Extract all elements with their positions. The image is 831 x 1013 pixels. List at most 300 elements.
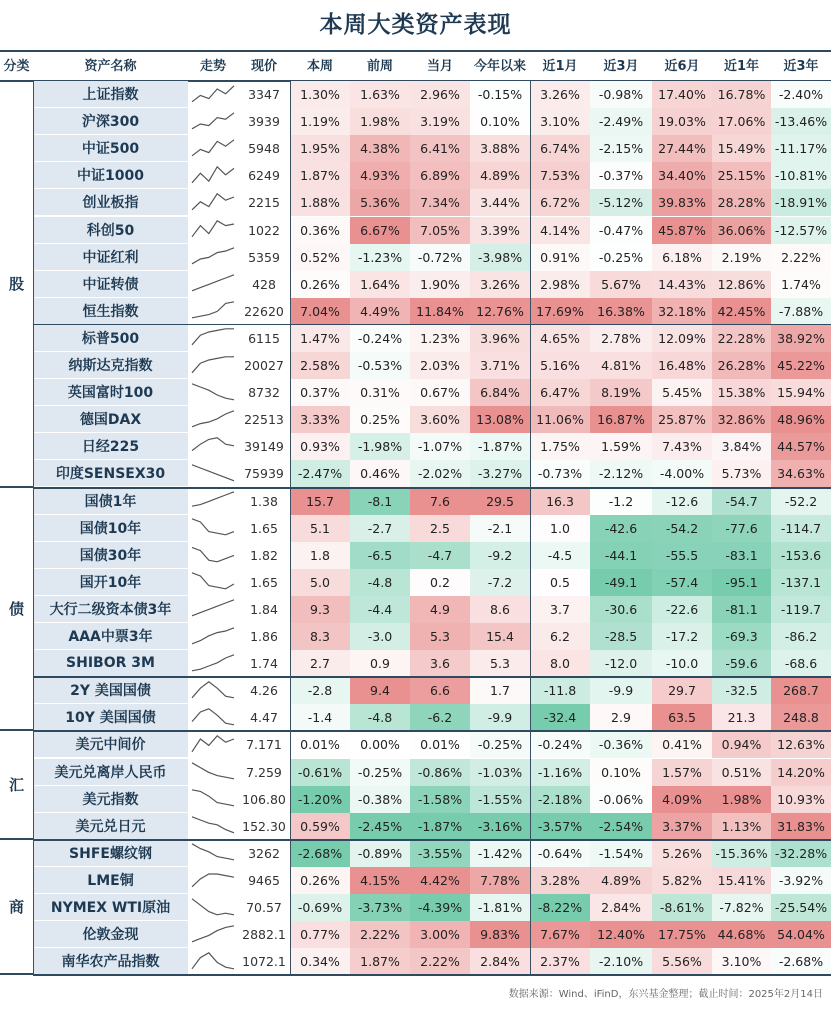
value-cell: 11.06% [530, 406, 590, 433]
asset-name: 中证500 [33, 135, 188, 162]
value-cell: -12.57% [771, 217, 831, 244]
value-cell: -44.1 [590, 542, 652, 569]
trend-sparkline [188, 217, 238, 244]
value-cell: -8.22% [530, 894, 590, 921]
value-cell: -1.4 [290, 704, 350, 731]
value-cell: -86.2 [771, 623, 831, 650]
value-cell: 6.41% [410, 135, 470, 162]
trend-sparkline [188, 677, 238, 704]
value-cell: 2.78% [590, 325, 652, 352]
value-cell: -95.1 [712, 569, 771, 596]
trend-line [188, 543, 238, 567]
value-cell: 26.28% [712, 352, 771, 379]
value-cell: 42.45% [712, 298, 771, 325]
value-cell: 0.37% [290, 379, 350, 406]
value-cell: -55.5 [652, 542, 712, 569]
value-cell: 34.63% [771, 460, 831, 487]
value-cell: -114.7 [771, 515, 831, 542]
value-cell: 2.7 [290, 650, 350, 677]
trend-line [188, 679, 238, 703]
value-cell: 3.84% [712, 433, 771, 460]
value-cell: 7.6 [410, 488, 470, 515]
value-cell: 5.3 [470, 650, 530, 677]
value-cell: 1.8 [290, 542, 350, 569]
value-cell: 0.91% [530, 244, 590, 271]
value-cell: 4.09% [652, 786, 712, 813]
current-price: 2215 [248, 195, 280, 211]
current-price: 1022 [248, 222, 280, 238]
value-cell: 8.3 [290, 623, 350, 650]
value-cell: -59.6 [712, 650, 771, 677]
value-cell: 2.19% [712, 244, 771, 271]
trend-sparkline [188, 894, 238, 921]
value-cell: -4.00% [652, 460, 712, 487]
value-cell: -52.2 [771, 488, 831, 515]
column-header-12: 近3年 [783, 59, 819, 74]
value-cell: -83.1 [712, 542, 771, 569]
value-cell: 17.69% [530, 298, 590, 325]
group-separator [33, 974, 831, 976]
current-price: 5948 [248, 141, 280, 157]
value-cell: -12.0 [590, 650, 652, 677]
value-cell: 3.37% [652, 813, 712, 840]
asset-name: 大行二级资本债3年 [33, 596, 188, 623]
value-cell: 2.96% [410, 81, 470, 108]
value-cell: 1.87% [350, 948, 410, 975]
value-cell: -4.8 [350, 704, 410, 731]
current-price: 6115 [248, 330, 280, 346]
asset-name: 美元兑日元 [33, 813, 188, 840]
trend-line [188, 272, 238, 296]
current-price: 22513 [244, 412, 284, 428]
trend-line [188, 814, 238, 838]
asset-name: 创业板指 [33, 189, 188, 216]
value-cell: 7.43% [652, 433, 712, 460]
value-cell: -153.6 [771, 542, 831, 569]
value-cell: 45.87% [652, 217, 712, 244]
value-cell: 27.44% [652, 135, 712, 162]
value-cell: 2.84% [470, 948, 530, 975]
value-cell: -1.23% [350, 244, 410, 271]
value-cell: 3.6 [410, 650, 470, 677]
value-cell: 0.5 [530, 569, 590, 596]
group-separator [33, 487, 831, 489]
value-cell: -9.9 [590, 677, 652, 704]
value-cell: 3.96% [470, 325, 530, 352]
value-cell: 17.40% [652, 81, 712, 108]
value-cell: -1.03% [470, 759, 530, 786]
value-cell: -2.68% [290, 840, 350, 867]
trend-line [188, 164, 238, 188]
trend-sparkline [188, 759, 238, 786]
value-cell: 15.4 [470, 623, 530, 650]
trend-sparkline [188, 325, 238, 352]
column-header-3: 现价 [250, 59, 277, 74]
value-cell: 5.82% [652, 867, 712, 894]
value-cell: 0.01% [290, 731, 350, 758]
trend-sparkline [188, 460, 238, 487]
value-cell: 1.95% [290, 135, 350, 162]
trend-line [188, 462, 238, 486]
value-cell: 12.76% [470, 298, 530, 325]
trend-sparkline [188, 569, 238, 596]
value-cell: 2.03% [410, 352, 470, 379]
column-header-4: 本周 [306, 59, 333, 74]
value-cell: 12.63% [771, 731, 831, 758]
trend-line [188, 625, 238, 649]
trend-line [188, 191, 238, 215]
column-header-7: 今年以来 [473, 59, 526, 74]
value-cell: 17.75% [652, 921, 712, 948]
trend-sparkline [188, 867, 238, 894]
value-cell: -3.73% [350, 894, 410, 921]
trend-line [188, 706, 238, 730]
column-header-5: 前周 [366, 59, 393, 74]
value-cell: 15.41% [712, 867, 771, 894]
current-price: 3262 [248, 845, 280, 861]
value-cell: 1.19% [290, 108, 350, 135]
value-cell: -54.7 [712, 488, 771, 515]
value-cell: 1.0 [530, 515, 590, 542]
value-cell: -0.24% [350, 325, 410, 352]
value-cell: 3.71% [470, 352, 530, 379]
value-cell: 0.34% [290, 948, 350, 975]
value-cell: -2.8 [290, 677, 350, 704]
value-cell: 0.9 [350, 650, 410, 677]
asset-name: LME铜 [33, 867, 188, 894]
category-label: 汇 [0, 731, 33, 839]
current-price: 1.82 [250, 547, 278, 563]
asset-name: NYMEX WTI原油 [33, 894, 188, 921]
value-cell: 13.08% [470, 406, 530, 433]
value-cell: 2.22% [771, 244, 831, 271]
value-cell: 1.90% [410, 271, 470, 298]
value-cell: 9.4 [350, 677, 410, 704]
trend-sparkline [188, 406, 238, 433]
value-cell: 3.00% [410, 921, 470, 948]
value-cell: 5.16% [530, 352, 590, 379]
trend-line [188, 896, 238, 920]
value-cell: 3.60% [410, 406, 470, 433]
column-header-8: 近1月 [542, 59, 578, 74]
value-cell: 3.10% [712, 948, 771, 975]
value-cell: 15.94% [771, 379, 831, 406]
value-cell: 6.6 [410, 677, 470, 704]
value-cell: 1.30% [290, 81, 350, 108]
value-cell: 5.67% [590, 271, 652, 298]
page-title: 本周大类资产表现 [319, 12, 512, 38]
value-cell: -10.0 [652, 650, 712, 677]
value-cell: -6.5 [350, 542, 410, 569]
value-cell: -1.81% [470, 894, 530, 921]
value-cell: 4.89% [470, 162, 530, 189]
value-cell: 12.40% [590, 921, 652, 948]
value-cell: 6.84% [470, 379, 530, 406]
value-cell: 5.3 [410, 623, 470, 650]
value-cell: 2.84% [590, 894, 652, 921]
value-cell: -17.2 [652, 623, 712, 650]
value-cell: -4.8 [350, 569, 410, 596]
asset-name: 美元兑离岸人民币 [33, 759, 188, 786]
value-cell: 4.42% [410, 867, 470, 894]
value-cell: -3.0 [350, 623, 410, 650]
current-price: 6249 [248, 168, 280, 184]
current-price: 39149 [244, 439, 284, 455]
current-price: 428 [252, 276, 276, 292]
footer-source: 数据来源：Wind、iFinD，东兴基金整理；截止时间：2025年2月14日 [508, 989, 823, 1000]
value-cell: -0.64% [530, 840, 590, 867]
trend-sparkline [188, 650, 238, 677]
asset-name: 德国DAX [33, 406, 188, 433]
value-cell: -0.25% [350, 759, 410, 786]
column-header-9: 近3月 [603, 59, 639, 74]
value-cell: -0.98% [590, 81, 652, 108]
value-cell: 8.19% [590, 379, 652, 406]
trend-line [188, 381, 238, 405]
value-cell: -1.2 [590, 488, 652, 515]
value-cell: 5.26% [652, 840, 712, 867]
value-cell: 28.28% [712, 189, 771, 216]
trend-line [188, 868, 238, 892]
value-cell: 16.87% [590, 406, 652, 433]
value-cell: 2.22% [350, 921, 410, 948]
trend-sparkline [188, 189, 238, 216]
value-cell: -1.07% [410, 433, 470, 460]
asset-name: 中证转债 [33, 271, 188, 298]
trend-sparkline [188, 596, 238, 623]
trend-sparkline [188, 704, 238, 731]
asset-name: 日经225 [33, 433, 188, 460]
value-cell: 0.10% [470, 108, 530, 135]
current-price: 75939 [244, 466, 284, 482]
value-cell: 15.49% [712, 135, 771, 162]
trend-sparkline [188, 271, 238, 298]
trend-sparkline [188, 433, 238, 460]
value-cell: 7.67% [530, 921, 590, 948]
trend-sparkline [188, 108, 238, 135]
value-cell: 248.8 [771, 704, 831, 731]
value-cell: 4.15% [350, 867, 410, 894]
value-cell: 0.77% [290, 921, 350, 948]
value-cell: 15.38% [712, 379, 771, 406]
value-cell: 8.6 [470, 596, 530, 623]
value-cell: 7.34% [410, 189, 470, 216]
trend-line [188, 652, 238, 676]
value-cell: 1.88% [290, 189, 350, 216]
value-cell: 12.09% [652, 325, 712, 352]
value-cell: -69.3 [712, 623, 771, 650]
value-cell: 29.5 [470, 488, 530, 515]
value-cell: -0.25% [470, 731, 530, 758]
trend-sparkline [188, 162, 238, 189]
value-cell: 29.7 [652, 677, 712, 704]
current-price: 1.65 [250, 520, 278, 536]
value-cell: 9.3 [290, 596, 350, 623]
value-cell: -0.15% [470, 81, 530, 108]
value-cell: 14.20% [771, 759, 831, 786]
value-cell: 1.13% [712, 813, 771, 840]
trend-sparkline [188, 731, 238, 758]
value-cell: -18.91% [771, 189, 831, 216]
value-cell: -32.5 [712, 677, 771, 704]
value-cell: 2.37% [530, 948, 590, 975]
value-cell: -0.25% [590, 244, 652, 271]
value-cell: -2.40% [771, 81, 831, 108]
value-cell: -2.15% [590, 135, 652, 162]
value-cell: 1.47% [290, 325, 350, 352]
trend-line [188, 597, 238, 621]
value-cell: 5.45% [652, 379, 712, 406]
value-cell: -3.16% [470, 813, 530, 840]
value-cell: -1.87% [470, 433, 530, 460]
value-cell: 7.78% [470, 867, 530, 894]
value-cell: 5.36% [350, 189, 410, 216]
value-cell: -1.58% [410, 786, 470, 813]
value-cell: 0.00% [350, 731, 410, 758]
value-cell: 3.7 [530, 596, 590, 623]
value-cell: -4.7 [410, 542, 470, 569]
asset-name: 国开10年 [33, 569, 188, 596]
value-cell: -22.6 [652, 596, 712, 623]
value-cell: -81.1 [712, 596, 771, 623]
column-header-1: 资产名称 [84, 59, 137, 74]
value-cell: 7.04% [290, 298, 350, 325]
value-cell: 0.51% [712, 759, 771, 786]
trend-sparkline [188, 135, 238, 162]
value-cell: 1.7 [470, 677, 530, 704]
asset-name: 上证指数 [33, 81, 188, 108]
value-cell: -6.2 [410, 704, 470, 731]
asset-name: 中证红利 [33, 244, 188, 271]
value-cell: 1.59% [590, 433, 652, 460]
value-cell: 4.93% [350, 162, 410, 189]
value-cell: 0.26% [290, 271, 350, 298]
value-cell: -1.54% [590, 840, 652, 867]
trend-line [188, 950, 238, 974]
group-separator [33, 730, 831, 732]
value-cell: 1.87% [290, 162, 350, 189]
asset-name: 南华农产品指数 [33, 948, 188, 975]
value-cell: 3.88% [470, 135, 530, 162]
value-cell: 16.3 [530, 488, 590, 515]
value-cell: -2.68% [771, 948, 831, 975]
value-cell: 25.15% [712, 162, 771, 189]
current-price: 2882.1 [242, 927, 286, 943]
current-price: 7.259 [246, 764, 282, 780]
value-cell: 0.26% [290, 867, 350, 894]
value-cell: -4.39% [410, 894, 470, 921]
value-cell: 1.23% [410, 325, 470, 352]
value-cell: 0.25% [350, 406, 410, 433]
value-cell: -0.06% [590, 786, 652, 813]
value-cell: 6.18% [652, 244, 712, 271]
value-cell: 36.06% [712, 217, 771, 244]
value-cell: -0.69% [290, 894, 350, 921]
value-cell: -1.16% [530, 759, 590, 786]
value-cell: 31.83% [771, 813, 831, 840]
value-cell: 1.98% [350, 108, 410, 135]
value-cell: 0.94% [712, 731, 771, 758]
trend-line [188, 516, 238, 540]
value-cell: -1.98% [350, 433, 410, 460]
value-cell: -7.88% [771, 298, 831, 325]
value-cell: -5.12% [590, 189, 652, 216]
value-cell: 15.7 [290, 488, 350, 515]
column-header-6: 当月 [426, 59, 453, 74]
asset-name: 国债1年 [33, 488, 188, 515]
value-cell: -30.6 [590, 596, 652, 623]
trend-sparkline [188, 786, 238, 813]
value-cell: 1.64% [350, 271, 410, 298]
value-cell: -0.89% [350, 840, 410, 867]
value-cell: -119.7 [771, 596, 831, 623]
value-cell: -49.1 [590, 569, 652, 596]
value-cell: -0.37% [590, 162, 652, 189]
value-cell: -1.55% [470, 786, 530, 813]
value-cell: 0.36% [290, 217, 350, 244]
trend-line [188, 245, 238, 269]
value-cell: 6.74% [530, 135, 590, 162]
current-price: 152.30 [242, 818, 286, 834]
current-price: 5359 [248, 249, 280, 265]
value-cell: 8.0 [530, 650, 590, 677]
value-cell: 0.10% [590, 759, 652, 786]
asset-name: SHFE螺纹钢 [33, 840, 188, 867]
value-cell: -3.57% [530, 813, 590, 840]
value-cell: 6.47% [530, 379, 590, 406]
trend-line [188, 923, 238, 947]
value-cell: 4.14% [530, 217, 590, 244]
value-cell: 22.28% [712, 325, 771, 352]
trend-sparkline [188, 515, 238, 542]
asset-name: 10Y 美国国债 [33, 704, 188, 731]
current-price: 106.80 [242, 791, 286, 807]
category-label: 商 [0, 840, 33, 976]
value-cell: 0.31% [350, 379, 410, 406]
asset-name: 国债10年 [33, 515, 188, 542]
value-cell: 54.04% [771, 921, 831, 948]
value-cell: 5.73% [712, 460, 771, 487]
trend-sparkline [188, 488, 238, 515]
trend-line [188, 787, 238, 811]
trend-line [188, 83, 238, 107]
trend-sparkline [188, 298, 238, 325]
asset-name: 美元指数 [33, 786, 188, 813]
value-cell: 268.7 [771, 677, 831, 704]
column-divider [290, 81, 291, 975]
value-cell: 3.44% [470, 189, 530, 216]
value-cell: -8.61% [652, 894, 712, 921]
value-cell: -28.5 [590, 623, 652, 650]
value-cell: 21.3 [712, 704, 771, 731]
value-cell: -8.1 [350, 488, 410, 515]
value-cell: 4.81% [590, 352, 652, 379]
value-cell: -11.8 [530, 677, 590, 704]
value-cell: 17.06% [712, 108, 771, 135]
value-cell: 4.49% [350, 298, 410, 325]
asset-name: 印度SENSEX30 [33, 460, 188, 487]
current-price: 3939 [248, 114, 280, 130]
trend-line [188, 137, 238, 161]
value-cell: 4.9 [410, 596, 470, 623]
value-cell: -0.24% [530, 731, 590, 758]
trend-sparkline [188, 813, 238, 840]
subgroup-separator [33, 676, 831, 678]
value-cell: -1.20% [290, 786, 350, 813]
asset-name: 美元中间价 [33, 731, 188, 758]
value-cell: 39.83% [652, 189, 712, 216]
trend-sparkline [188, 921, 238, 948]
